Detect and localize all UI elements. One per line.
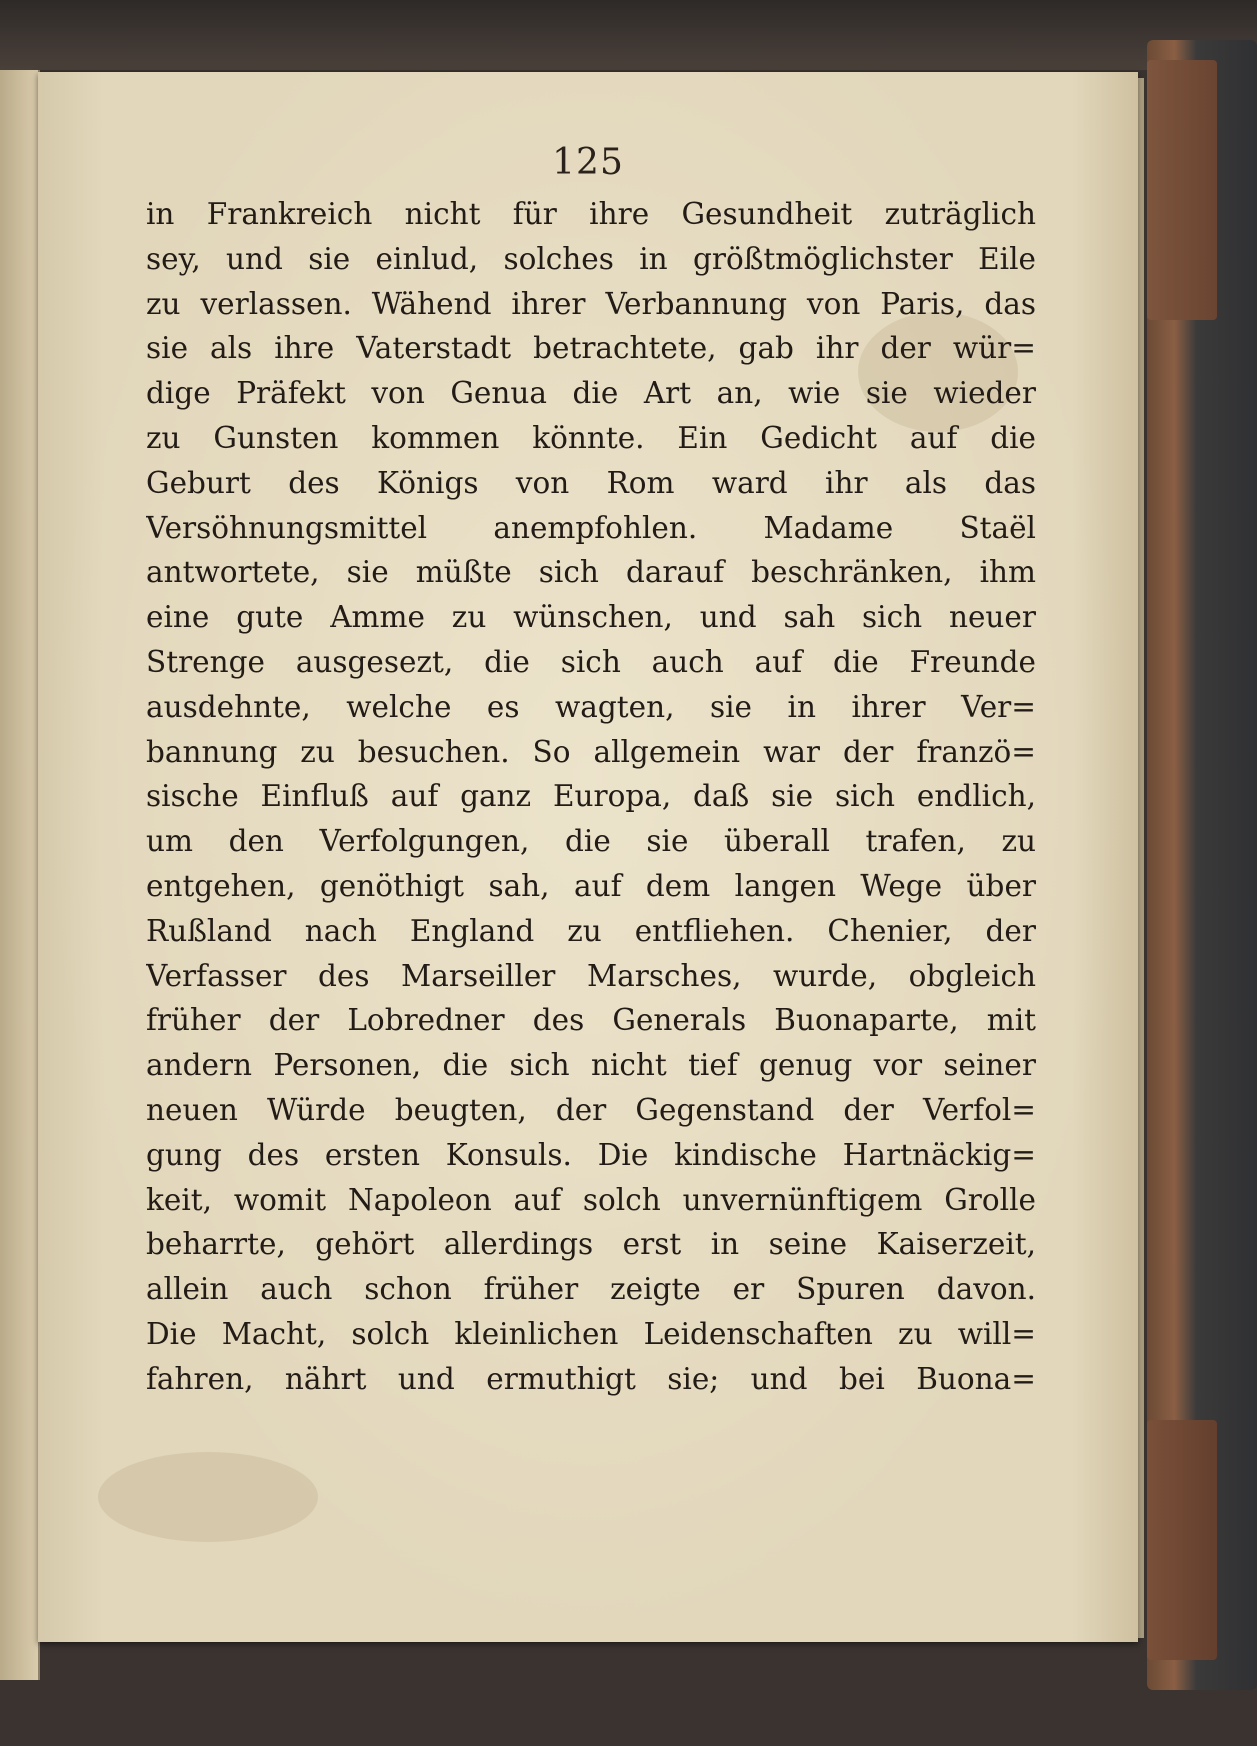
text-line: beharrte, gehört allerdings erst in seine Kaiserzeit,: [146, 1227, 1036, 1262]
text-line: Versöhnungsmittel anempfohlen. Madame Staël: [146, 510, 1036, 545]
text-line: antwortete, sie müßte sich darauf beschränken, ihm: [146, 555, 1036, 590]
text-line: zu Gunsten kommen könnte. Ein Gedicht auf die: [146, 420, 1036, 455]
text-line: früher der Lobredner des Generals Buonaparte, mit: [146, 1003, 1036, 1038]
text-line: allein auch schon früher zeigte er Spuren davon.: [146, 1272, 1036, 1307]
paper-stain: [98, 1452, 318, 1542]
text-line: sische Einfluß auf ganz Europa, daß sie sich endlich,: [146, 779, 1036, 814]
page-text: [146, 192, 1036, 1402]
text-line: keit, womit Napoleon auf solch unvernünftigem Grolle: [146, 1182, 1036, 1217]
text-line: in Frankreich nicht für ihre Gesundheit zuträglich: [146, 197, 1036, 231]
text-line: gung des ersten Konsuls. Die kindische Hartnäckig=: [146, 1137, 1036, 1172]
text-line: neuen Würde beugten, der Gegenstand der Verfol=: [146, 1092, 1036, 1127]
page-number: 125: [552, 142, 624, 183]
text-line: Strenge ausgesezt, die sich auch auf die Freunde: [146, 644, 1036, 679]
previous-page-edge: [0, 70, 40, 1680]
text-line: sey, und sie einlud, solches in größtmöglichster Eile: [146, 241, 1036, 276]
text-line: ausdehnte, welche es wagten, sie in ihrer Ver=: [146, 689, 1036, 724]
text-line: dige Präfekt von Genua die Art an, wie sie wieder: [146, 376, 1036, 411]
text-line: Rußland nach England zu entfliehen. Chenier, der: [146, 913, 1036, 948]
text-line: Verfasser des Marseiller Marsches, wurde, obgleich: [146, 958, 1036, 993]
text-line: um den Verfolgungen, die sie überall trafen, zu: [146, 824, 1036, 859]
leather-corner-bottom: [1147, 1420, 1217, 1660]
text-line: entgehen, genöthigt sah, auf dem langen Wege über: [146, 868, 1036, 903]
text-line: Geburt des Königs von Rom ward ihr als das: [146, 465, 1036, 500]
text-line: zu verlassen. Wähend ihrer Verbannung von Paris, das: [146, 286, 1036, 321]
text-line: fahren, nährt und ermuthigt sie; und bei Buona=: [146, 1361, 1036, 1396]
text-line: eine gute Amme zu wünschen, und sah sich neuer: [146, 600, 1036, 635]
text-line: sie als ihre Vaterstadt betrachtete, gab ihr der wür=: [146, 331, 1036, 366]
leather-corner-top: [1147, 60, 1217, 320]
text-line: bannung zu besuchen. So allgemein war der franzö=: [146, 734, 1036, 769]
text-line: Die Macht, solch kleinlichen Leidenschaften zu will=: [146, 1316, 1036, 1351]
book-page: [38, 72, 1138, 1642]
book-cover-top: [0, 0, 1257, 70]
text-line: andern Personen, die sich nicht tief genug vor seiner: [146, 1048, 1036, 1083]
